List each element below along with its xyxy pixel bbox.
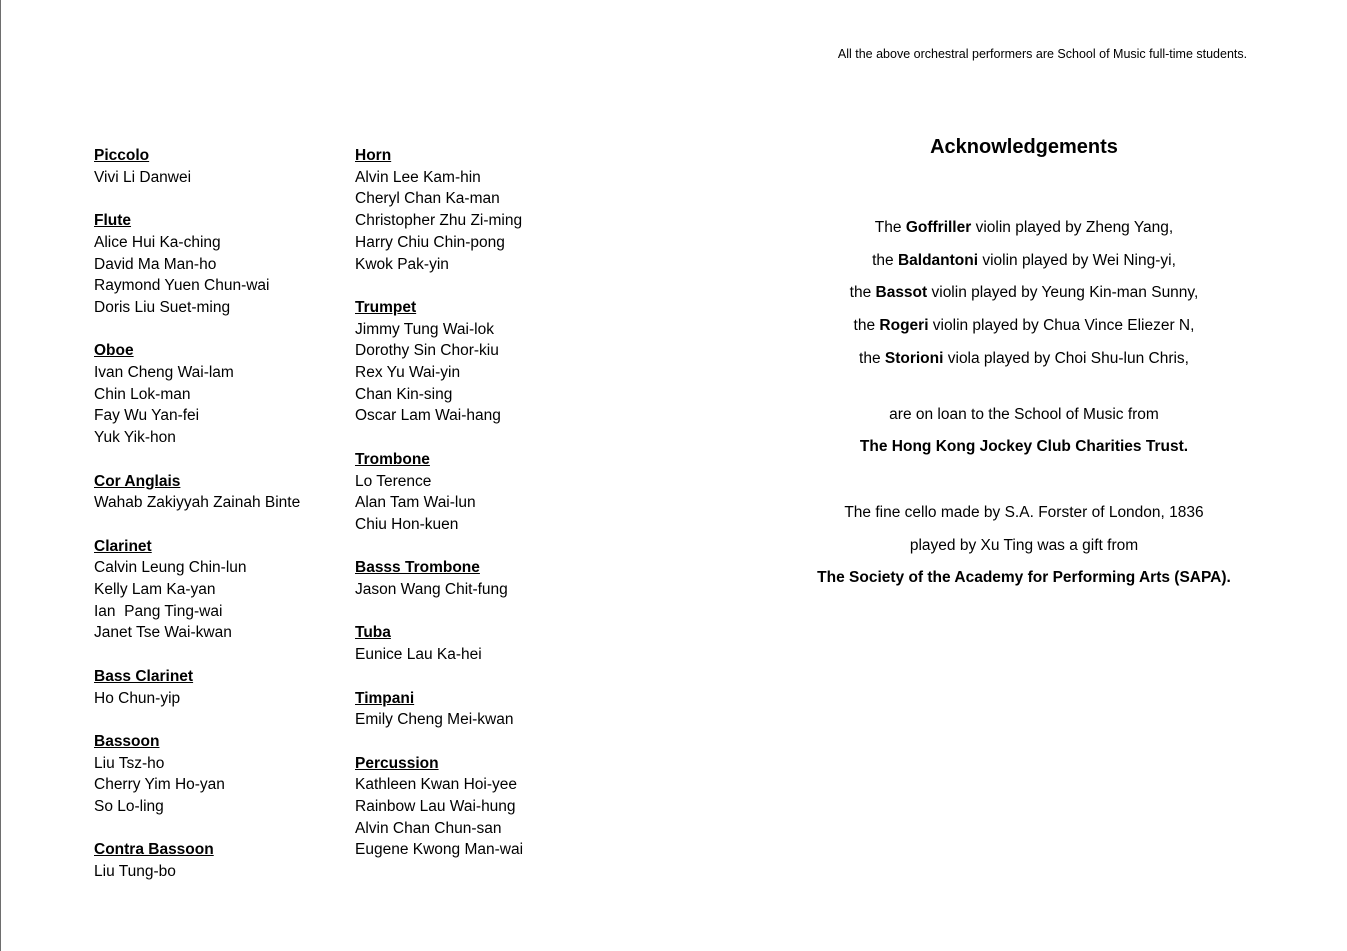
- instrument-heading: Trumpet: [355, 298, 417, 316]
- instrument-section: [94, 210, 334, 319]
- instrument-heading: Oboe: [94, 342, 134, 360]
- instrument-heading: Piccolo: [94, 147, 150, 164]
- loan-instrument-line: [760, 212, 1288, 245]
- performer-name: Kelly Lam Ka-yan: [94, 581, 216, 598]
- instrument-heading: Trombone: [355, 450, 430, 468]
- performer-name: Oscar Lam Wai-hang: [355, 407, 501, 425]
- loan-instrument-line: [760, 343, 1288, 376]
- cello-line-1: The fine cello made by S.A. Forster of London, 1836: [844, 503, 1204, 521]
- roster-column-2: [355, 145, 595, 883]
- instrument-section: [94, 536, 334, 645]
- instrument-heading: Bass Clarinet: [94, 667, 194, 685]
- cello-organization: The Society of the Academy for Performing Arts (SAPA).: [817, 569, 1231, 587]
- performer-name: Cherry Yim Ho-yan: [94, 776, 225, 794]
- loan-text: violin played by Yeung Kin-man Sunny,: [927, 284, 1199, 302]
- loan-text: the: [849, 284, 876, 302]
- instrument-section: [355, 753, 595, 862]
- acknowledgements-section: [760, 132, 1288, 595]
- performer-name: Ian Pang Ting-wai: [94, 602, 223, 620]
- instrument-section: [94, 731, 334, 818]
- performer-name: Liu Tung-bo: [94, 863, 176, 881]
- performer-name: Eugene Kwong Man-wai: [355, 841, 524, 859]
- performer-name: Kwok Pak-yin: [355, 255, 449, 273]
- performer-name: Cheryl Chan Ka-man: [355, 190, 500, 208]
- instrument-heading: Bassoon: [94, 732, 160, 750]
- loan-instrument-line: [760, 245, 1288, 278]
- performer-name: Ivan Cheng Wai-lam: [94, 364, 234, 381]
- instrument-heading: Tuba: [355, 624, 391, 642]
- instrument-heading: Clarinet: [94, 537, 152, 555]
- performer-name: Ho Chun-yip: [94, 689, 181, 707]
- instrument-heading: Horn: [355, 147, 392, 164]
- performer-name: Kathleen Kwan Hoi-yee: [355, 776, 517, 794]
- loan-instrument-list: [760, 212, 1288, 376]
- loan-text: the: [872, 251, 898, 269]
- performer-name: Dorothy Sin Chor-kiu: [355, 342, 499, 360]
- instrument-section: [94, 471, 334, 514]
- performer-name: Alan Tam Wai-lun: [355, 494, 476, 512]
- instrument-section: [94, 839, 334, 882]
- instrument-section: [355, 297, 595, 427]
- loan-text: violin played by Wei Ning-yi,: [978, 251, 1176, 269]
- instrument-maker: Baldantoni: [897, 251, 979, 269]
- instrument-heading: Flute: [94, 212, 132, 230]
- acknowledgements-title: Acknowledgements: [930, 136, 1118, 158]
- instrument-section: [94, 666, 334, 709]
- loan-text: violin played by Chua Vince Eliezer N,: [928, 317, 1195, 335]
- instrument-heading: Timpani: [355, 689, 415, 707]
- page-left-border: [0, 0, 1, 951]
- performer-name: Christopher Zhu Zi-ming: [355, 212, 523, 230]
- loan-line: are on loan to the School of Music from: [889, 405, 1159, 423]
- performer-name: Liu Tsz-ho: [94, 754, 165, 772]
- performer-name: Eunice Lau Ka-hei: [355, 646, 482, 664]
- performer-name: Chin Lok-man: [94, 385, 191, 403]
- instrument-heading: Contra Bassoon: [94, 841, 214, 859]
- instrument-section: [355, 622, 595, 665]
- loan-text: the: [859, 349, 885, 367]
- performer-name: Alvin Chan Chun-san: [355, 819, 502, 837]
- performer-name: Lo Terence: [355, 472, 432, 490]
- performer-name: Yuk Yik-hon: [94, 429, 176, 447]
- loan-instrument-line: [760, 310, 1288, 343]
- performer-name: Vivi Li Danwei: [94, 168, 192, 186]
- performer-name: Jimmy Tung Wai-lok: [355, 320, 494, 338]
- performer-name: Alice Hui Ka-ching: [94, 233, 221, 251]
- instrument-section: [355, 145, 595, 275]
- performer-name: Calvin Leung Chin-lun: [94, 559, 247, 577]
- performer-name: Fay Wu Yan-fei: [94, 407, 200, 425]
- instrument-section: [355, 449, 595, 536]
- performer-name: Rex Yu Wai-yin: [355, 364, 461, 382]
- loan-text: violin played by Zheng Yang,: [971, 219, 1174, 236]
- performer-name: Harry Chiu Chin-pong: [355, 233, 505, 251]
- loan-text: viola played by Choi Shu-lun Chris,: [943, 349, 1189, 367]
- performer-name: Raymond Yuen Chun-wai: [94, 277, 270, 295]
- instrument-maker: Storioni: [884, 349, 944, 367]
- performer-name: Alvin Lee Kam-hin: [355, 168, 481, 186]
- loan-instrument-line: [760, 277, 1288, 310]
- performer-name: Janet Tse Wai-kwan: [94, 624, 232, 642]
- instrument-heading: Cor Anglais: [94, 472, 181, 490]
- students-note: All the above orchestral performers are School of Music full-time students.: [837, 47, 1248, 61]
- instrument-heading: Basss Trombone: [355, 559, 480, 577]
- instrument-heading: Percussion: [355, 754, 439, 772]
- instrument-maker: Goffriller: [905, 219, 972, 236]
- instrument-section: [94, 145, 334, 188]
- performer-name: Wahab Zakiyyah Zainah Binte: [94, 494, 301, 512]
- roster-column-1: [94, 145, 334, 904]
- instrument-section: [355, 557, 595, 600]
- instrument-maker: Rogeri: [879, 317, 929, 335]
- performer-name: Chan Kin-sing: [355, 385, 453, 403]
- performer-name: Emily Cheng Mei-kwan: [355, 711, 514, 729]
- instrument-section: [355, 688, 595, 731]
- loan-text: The: [874, 219, 906, 236]
- cello-line-2: played by Xu Ting was a gift from: [909, 536, 1139, 554]
- instrument-section: [94, 340, 334, 449]
- performer-name: Chiu Hon-kuen: [355, 515, 459, 533]
- performer-name: Doris Liu Suet-ming: [94, 298, 231, 316]
- instrument-maker: Bassot: [875, 284, 928, 302]
- performer-name: So Lo-ling: [94, 798, 164, 815]
- performer-name: Jason Wang Chit-fung: [355, 581, 508, 599]
- loan-text: the: [853, 317, 880, 335]
- loan-organization: The Hong Kong Jockey Club Charities Trust.: [859, 438, 1189, 456]
- performer-name: Rainbow Lau Wai-hung: [355, 798, 516, 815]
- performer-name: David Ma Man-ho: [94, 255, 217, 273]
